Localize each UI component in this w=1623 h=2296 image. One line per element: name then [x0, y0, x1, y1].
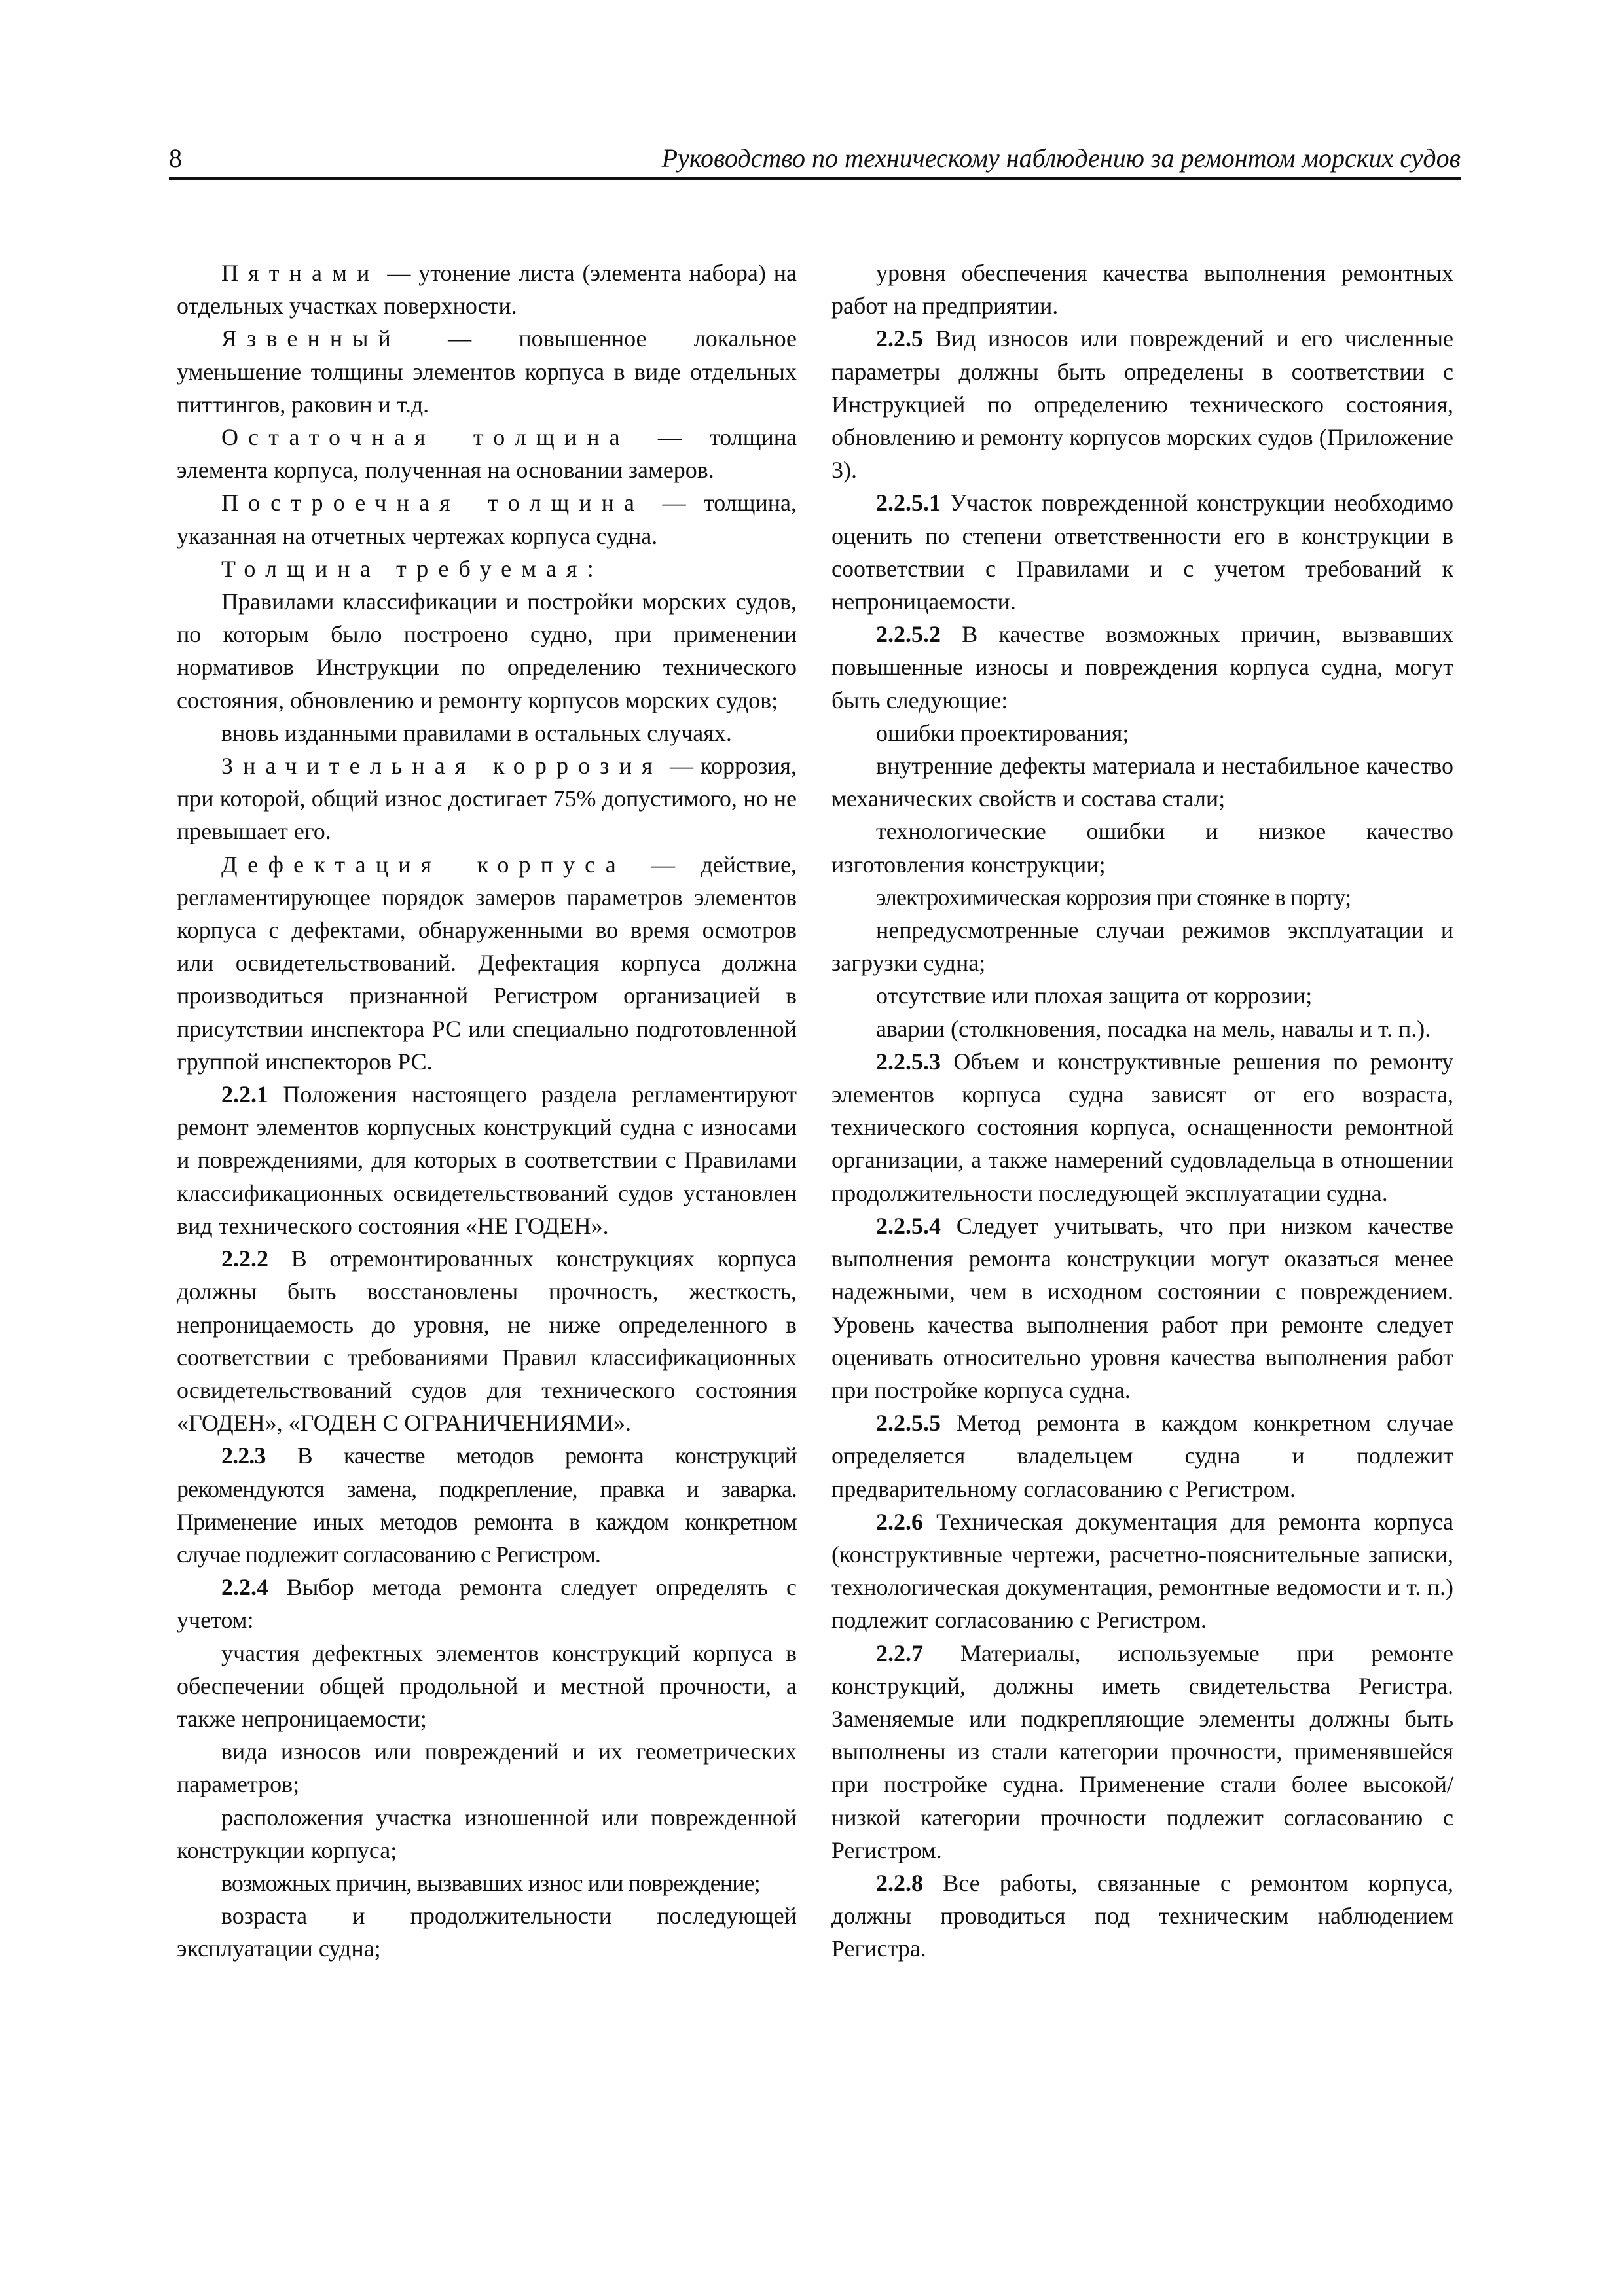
section-2-2-5-5	[831, 1407, 1453, 1505]
section-number: 2.2.3	[221, 1443, 266, 1469]
definition-residual-thickness	[177, 421, 797, 486]
section-number: 2.2.4	[221, 1574, 268, 1601]
term-hull-defectation: Дефектация корпуса	[221, 851, 626, 878]
section-text: Объем и конструктивные решения по ремонту элементов корпуса судна зависят от его возраста, технического состояния корпуса, оснащенности ремонтной организации, а также намерений судовладельца в отношении продолжительности последующей эксплуатации судна.	[831, 1048, 1453, 1206]
list-item: вида износов или повреждений и их геометрических параметров;	[177, 1738, 797, 1798]
list-item: внутренние дефекты материала и нестабильное качество механических свойств и состава стали;	[831, 753, 1453, 812]
section-2-2-3	[177, 1439, 797, 1571]
section-number: 2.2.1	[221, 1081, 268, 1108]
section-text: Участок поврежденной конструкции необходимо оценить по степени ответственности его в конструкции в соответствии с Правилами и с учетом требований к непроницаемости.	[831, 490, 1453, 615]
section-number: 2.2.5	[876, 325, 923, 352]
term-required-thickness: Толщина требуемая:	[221, 555, 604, 582]
list-item: электрохимическая коррозия при стоянке в порту;	[876, 884, 1351, 910]
running-title: Руководство по техническому наблюдению за ремонтом морских судов	[661, 143, 1461, 173]
section-number: 2.2.7	[876, 1640, 923, 1666]
section-number: 2.2.5.1	[876, 490, 941, 516]
definition-text: — утонение листа (элемента набора) на отдельных участках поверхности.	[177, 260, 797, 319]
list-item: возраста и продолжительности последующей эксплуатации судна;	[177, 1903, 797, 1962]
definition-pyatnami	[177, 257, 797, 322]
paragraph: вновь изданными правилами в остальных случаях.	[221, 719, 732, 746]
section-text: Выбор метода ремонта следует определять с учетом:	[177, 1574, 797, 1634]
section-2-2-5-4	[831, 1210, 1453, 1407]
list-item: технологические ошибки и низкое качество изготовления конструкции;	[831, 818, 1453, 878]
list-item: ошибки проектирования;	[876, 719, 1129, 746]
list-item: уровня обеспечения качества выполнения ремонтных работ на предприятии.	[831, 260, 1453, 319]
definition-text: — толщина, указанная на отчетных чертежах корпуса судна.	[177, 490, 797, 549]
definition-text: — действие, регламентирующее порядок замеров параметров элементов корпуса с дефектами, обнаруженными во время осмотров или освидетельствований. Дефектация корпуса должна производиться признанной Регистром организацией в присутствии инспектора РС или специально подготовленной группой инспекторов РС.	[177, 851, 797, 1075]
header-rule	[169, 177, 1461, 180]
section-text: Все работы, связанные с ремонтом корпуса, должны проводиться под техническим наблюдением Регистра.	[831, 1869, 1453, 1962]
term-yazvenny: Язвенный	[221, 325, 401, 352]
list-item: возможных причин, вызвавших износ или повреждение;	[221, 1869, 760, 1896]
right-column	[831, 257, 1453, 1965]
paragraph: Правилами классификации и постройки морских судов, по которым было построено судно, при применении нормативов Инструкции по определению технического состояния, обновлению и ремонту корпусов морских судов;	[177, 588, 797, 713]
term-residual-thickness: Остаточная толщина	[221, 424, 630, 451]
section-number: 2.2.6	[876, 1508, 923, 1535]
section-text: Техническая документация для ремонта корпуса (конструктивные чертежи, расчетно-пояснительные записки, технологическая документация, ремонтные ведомости и т. п.) подлежит согласованию с Регистром.	[831, 1508, 1453, 1634]
list-item: аварии (столкновения, посадка на мель, навалы и т. п.).	[876, 1015, 1431, 1042]
definition-required-thickness	[177, 552, 797, 585]
definition-build-thickness	[177, 486, 797, 552]
page-number: 8	[169, 143, 182, 173]
term-pyatnami: Пятнами	[221, 260, 380, 286]
definition-text: — толщина элемента корпуса, полученная на основании замеров.	[177, 424, 797, 484]
section-text: Метод ремонта в каждом конкретном случае определяется владельцем судна и подлежит предварительному согласованию с Регистром.	[831, 1410, 1453, 1502]
section-2-2-4	[177, 1571, 797, 1636]
term-significant-corrosion: Значительная коррозия	[221, 753, 663, 780]
section-number: 2.2.2	[221, 1246, 268, 1272]
section-2-2-5	[831, 322, 1453, 486]
section-text: В отремонтированных конструкциях корпуса должны быть восстановлены прочность, жесткость, непроницаемость до уровня, не ниже определенного в соответствии с требованиями Правил классификационных освидетельствований судов для технического состояния «ГОДЕН», «ГОДЕН С ОГРАНИЧЕНИЯМИ».	[177, 1246, 797, 1437]
section-2-2-5-2	[831, 618, 1453, 717]
list-item: отсутствие или плохая защита от коррозии;	[876, 982, 1313, 1009]
section-number: 2.2.8	[876, 1869, 923, 1896]
section-text: Вид износов или повреждений и его численные параметры должны быть определены в соответствии с Инструкцией по определению технического состояния, обновлению и ремонту корпусов морских судов (Приложение 3).	[831, 325, 1453, 484]
list-item: участия дефектных элементов конструкций корпуса в обеспечении общей продольной и местной прочности, а также непроницаемости;	[177, 1640, 797, 1732]
section-number: 2.2.5.3	[876, 1048, 941, 1075]
definition-text: — коррозия, при которой, общий износ достигает 75% допустимого, но не превышает его.	[177, 753, 797, 845]
section-text: В качестве методов ремонта конструкций рекомендуются замена, подкрепление, правка и заварка. Применение иных методов ремонта в каждом конкретном случае подлежит согласованию с Регистром.	[177, 1443, 797, 1568]
list-item: расположения участка изношенной или поврежденной конструкции корпуса;	[177, 1804, 797, 1863]
definition-yazvenny	[177, 322, 797, 421]
section-2-2-5-1	[831, 486, 1453, 618]
definition-text: — повышенное локальное уменьшение толщины элементов корпуса в виде отдельных питтингов, раковин и т.д.	[177, 325, 797, 418]
section-text: Положения настоящего раздела регламентируют ремонт элементов корпусных конструкций судна с износами и повреждениями, для которых в соответствии с Правилами классификационных освидетельствований судов установлен вид технического состояния «НЕ ГОДЕН».	[177, 1081, 797, 1239]
section-text: Следует учитывать, что при низком качестве выполнения ремонта конструкции могут оказаться менее надежными, чем в исходном состоянии с повреждением. Уровень качества выполнения работ при ремонте следует оценивать относительно уровня качества выполнения работ при постройке корпуса судна.	[831, 1212, 1453, 1403]
section-2-2-5-3	[831, 1045, 1453, 1210]
section-text: Материалы, используемые при ремонте конструкций, должны иметь свидетельства Регистра. Заменяемые или подкрепляющие элементы должны быть выполнены из стали категории прочности, применявшейся при постройке судна. Применение стали более высокой/низкой категории прочности подлежит согласованию с Регистром.	[831, 1640, 1453, 1863]
left-column	[177, 257, 797, 1965]
definition-significant-corrosion	[177, 749, 797, 848]
list-item: непредусмотренные случаи режимов эксплуатации и загрузки судна;	[831, 917, 1453, 977]
section-number: 2.2.5.4	[876, 1212, 941, 1239]
section-text: В качестве возможных причин, вызвавших повышенные износы и повреждения корпуса судна, могут быть следующие:	[831, 621, 1453, 713]
section-2-2-7	[831, 1637, 1453, 1867]
term-build-thickness: Построечная толщина	[221, 490, 645, 516]
section-2-2-2	[177, 1242, 797, 1439]
section-2-2-6	[831, 1505, 1453, 1637]
definition-hull-defectation	[177, 848, 797, 1078]
section-2-2-1	[177, 1078, 797, 1242]
section-number: 2.2.5.2	[876, 621, 941, 648]
section-number: 2.2.5.5	[876, 1410, 941, 1437]
section-2-2-8	[831, 1867, 1453, 1965]
